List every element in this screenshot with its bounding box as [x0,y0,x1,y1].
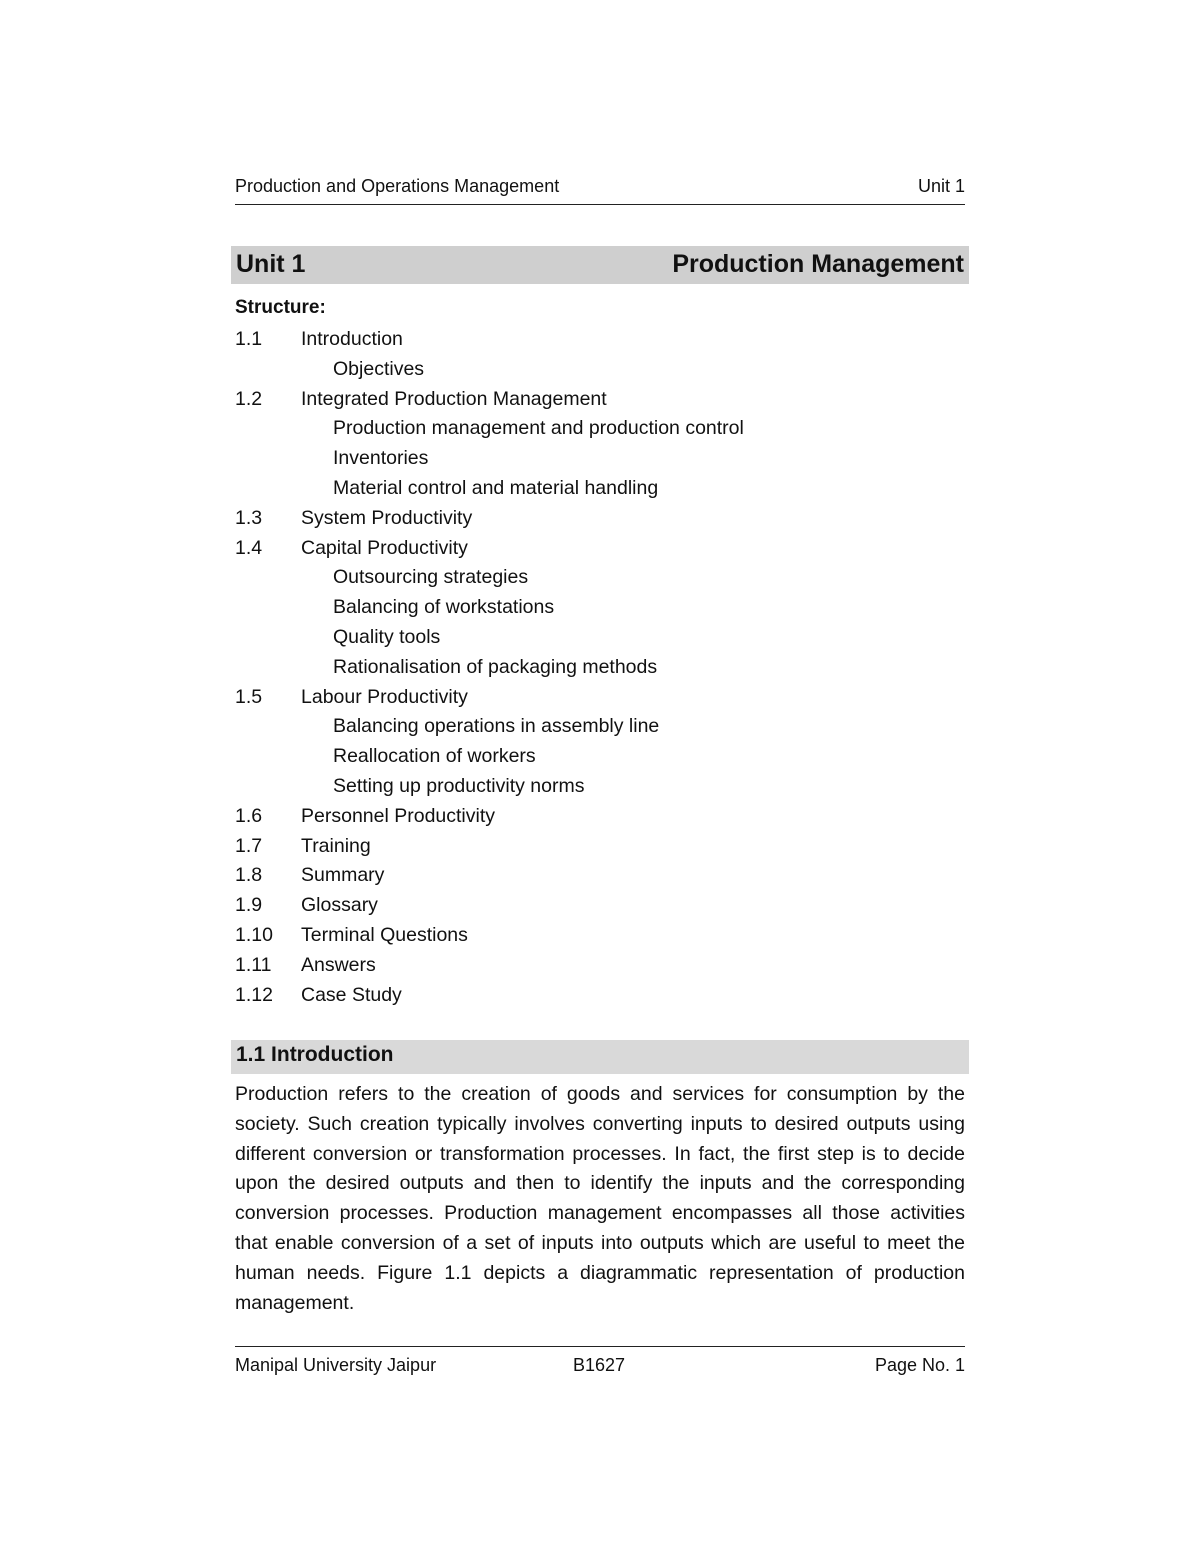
toc-item-title: Setting up productivity norms [333,774,585,797]
toc-item-number: 1.8 [235,864,263,887]
toc-item-title: System Productivity [301,506,473,529]
toc-item-title: Case Study [301,983,402,1006]
toc-item-title: Inventories [333,447,429,470]
toc-item [235,504,965,534]
toc-item-number: 1.10 [235,923,273,946]
toc-item [235,385,965,415]
toc-item-title: Training [301,834,371,857]
toc-item-title: Objectives [333,357,425,380]
toc-item [235,742,965,772]
toc-item-title: Quality tools [333,625,441,648]
toc-item-title: Rationalisation of packaging methods [333,655,658,678]
toc-item-number: 1.9 [235,894,263,917]
toc-item [235,623,965,653]
toc-item-title: Answers [301,953,376,976]
toc-item-title: Balancing operations in assembly line [333,715,660,738]
toc-item-title: Material control and material handling [333,476,659,499]
unit-banner [231,246,969,284]
toc-item [235,653,965,683]
toc-item-number: 1.5 [235,685,263,708]
toc-item [235,712,965,742]
toc-item [235,891,965,921]
section-banner-introduction [231,1040,969,1074]
toc-item [235,802,965,832]
toc-item-number: 1.4 [235,536,263,559]
toc-item-title: Personnel Productivity [301,804,496,827]
toc-item [235,951,965,981]
page-header [235,176,965,205]
course-title: Production and Operations Management [235,176,560,196]
page-footer [235,1346,965,1383]
toc-item [235,444,965,474]
unit-title: Production Management [672,250,964,278]
toc-item-title: Capital Productivity [301,536,468,559]
toc-item-title: Outsourcing strategies [333,566,529,589]
toc-item [235,832,965,862]
toc-item-title: Introduction [301,328,403,350]
table-of-contents [235,325,965,1010]
toc-item [235,861,965,891]
toc-item [235,593,965,623]
toc-item [235,921,965,951]
footer-page-number: Page No. 1 [874,1355,965,1375]
structure-heading: Structure: [235,297,326,318]
toc-item-number: 1.12 [235,983,273,1006]
section-heading: 1.1 Introduction [236,1043,394,1066]
toc-item [235,534,965,564]
toc-item-number: 1.6 [235,804,263,827]
toc-item [235,772,965,802]
toc-item-title: Glossary [301,894,378,917]
toc-item-number: 1.11 [235,953,272,976]
toc-item-title: Summary [301,864,385,887]
toc-item [235,325,965,355]
unit-number: Unit 1 [236,250,306,278]
toc-item [235,563,965,593]
toc-item-title: Integrated Production Management [301,387,607,410]
footer-institution: Manipal University Jaipur [235,1355,437,1375]
header-unit-label: Unit 1 [917,176,965,196]
toc-item-number: 1.7 [235,834,263,857]
toc-item-title: Balancing of workstations [333,596,555,619]
toc-item-title: Terminal Questions [301,923,468,946]
toc-item [235,355,965,385]
toc-item-title: Production management and production control [333,417,744,440]
toc-item [235,683,965,713]
introduction-paragraph: Production refers to the creation of goods and services for consumption by the society. Such creation typically involves converting inputs to desired outputs using different conversion or transformation processes. In fact, the first step is to decide upon the desired outputs and then to identify the inputs and the corresponding conversion processes. Production management encompasses all those activities that enable conversion of a set of inputs into outputs which are useful to meet the human needs. Figure 1.1 depicts a diagrammatic representation of production management. [235,1083,965,1314]
toc-item-number: 1.2 [235,387,263,410]
toc-item-number: 1.1 [235,328,263,350]
toc-item-title: Labour Productivity [301,685,468,708]
toc-item-title: Reallocation of workers [333,745,536,768]
toc-item [235,414,965,444]
toc-item [235,981,965,1011]
toc-item [235,474,965,504]
footer-code: B1627 [573,1355,626,1375]
toc-item-number: 1.3 [235,506,263,529]
